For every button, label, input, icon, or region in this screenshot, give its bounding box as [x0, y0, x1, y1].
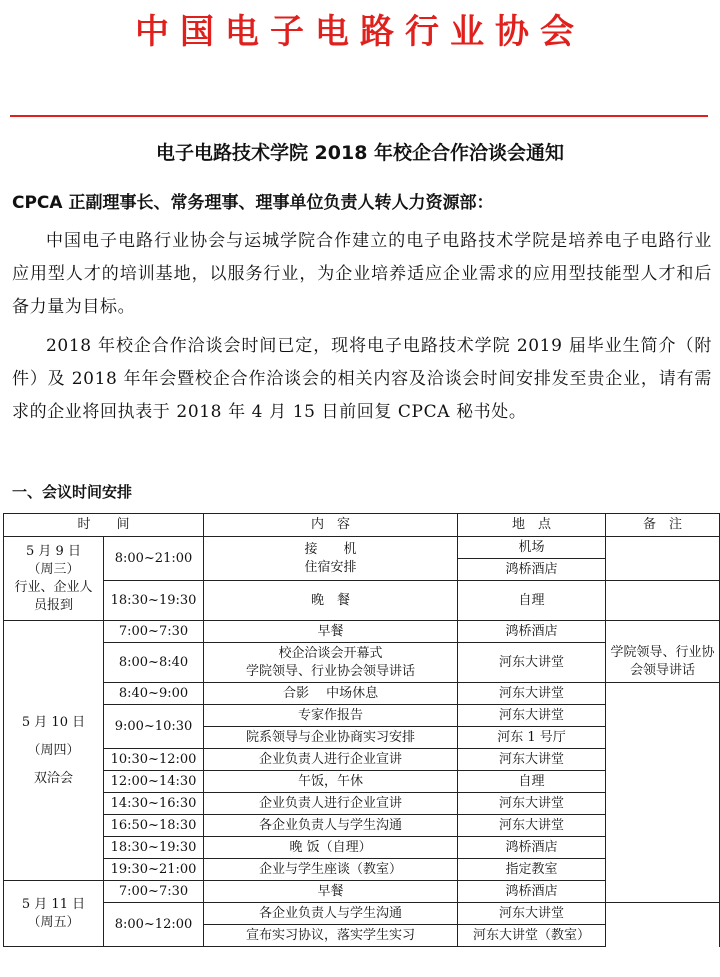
content-cell: 企业与学生座谈（教室） [204, 859, 458, 881]
letterhead-divider [10, 115, 708, 117]
content-cell [204, 643, 458, 683]
notice-title: 电子电路技术学院 2018 年校企合作洽谈会通知 [155, 142, 565, 164]
content-cell: 午饭，午休 [204, 771, 458, 793]
content-cell: 晚 饭（自理） [204, 837, 458, 859]
location-cell: 河东大讲堂 [458, 683, 606, 705]
location-cell: 河东大讲堂 [458, 903, 606, 925]
content-cell: 早餐 [204, 881, 458, 903]
content-line: 住宿安排 [304, 559, 357, 575]
day-date: 5 月 10 日 [21, 714, 86, 730]
day-cell-may11 [4, 881, 104, 947]
location-cell: 鸿桥酒店 [458, 837, 606, 859]
time-cell: 10:30~12:00 [104, 749, 204, 771]
day-date: 5 月 9 日 [26, 543, 81, 559]
location-cell: 自理 [458, 581, 606, 621]
remark-cell: 学院领导、行业协会领导讲话 [606, 621, 720, 683]
location-cell: 河东大讲堂 [458, 815, 606, 837]
location-cell: 河东大讲堂（教室） [458, 925, 606, 947]
schedule-table [3, 513, 720, 947]
time-cell: 9:00~10:30 [104, 705, 204, 749]
content-line: 校企洽谈会开幕式 [278, 645, 383, 661]
table-row [4, 581, 720, 621]
table-row [4, 621, 720, 643]
day-weekday: （周四） [27, 742, 80, 758]
location-cell: 鸿桥酒店 [458, 621, 606, 643]
location-cell: 河东大讲堂 [458, 749, 606, 771]
content-cell: 早餐 [204, 621, 458, 643]
header-remark: 备 注 [606, 514, 720, 537]
day-weekday: （周五） [27, 914, 80, 930]
day-weekday: （周三） [27, 561, 80, 577]
table-header-row [4, 514, 720, 537]
time-cell: 16:50~18:30 [104, 815, 204, 837]
time-cell: 18:30~19:30 [104, 581, 204, 621]
time-cell: 7:00~7:30 [104, 621, 204, 643]
content-cell: 企业负责人进行企业宣讲 [204, 793, 458, 815]
content-cell: 合影 中场休息 [204, 683, 458, 705]
remark-cell [606, 537, 720, 581]
time-cell: 8:40~9:00 [104, 683, 204, 705]
time-cell: 8:00~8:40 [104, 643, 204, 683]
time-cell: 8:00~12:00 [104, 903, 204, 947]
remark-cell [606, 683, 720, 903]
content-cell: 专家作报告 [204, 705, 458, 727]
header-location: 地 点 [458, 514, 606, 537]
day-note: 双洽会 [33, 770, 73, 786]
paragraph-intro: 中国电子电路行业协会与运城学院合作建立的电子电路技术学院是培养电子电路行业应用型人才的培训基地，以服务行业，为企业培养适应企业需求的应用型技能型人才和后备力量为目标。 [12, 231, 712, 317]
time-cell: 18:30~19:30 [104, 837, 204, 859]
location-cell: 河东 1 号厅 [458, 727, 606, 749]
location-cell: 河东大讲堂 [458, 643, 606, 683]
location-cell: 机场 [458, 537, 606, 559]
content-cell: 各企业负责人与学生沟通 [204, 815, 458, 837]
content-cell: 晚 餐 [204, 581, 458, 621]
salutation: CPCA 正副理事长、常务理事、理事单位负责人转人力资源部： [12, 193, 494, 213]
time-cell: 14:30~16:30 [104, 793, 204, 815]
location-cell: 鸿桥酒店 [458, 881, 606, 903]
time-cell: 8:00~21:00 [104, 537, 204, 581]
location-cell: 自理 [458, 771, 606, 793]
day-cell-may10 [4, 621, 104, 881]
header-time: 时 间 [4, 514, 204, 537]
content-cell: 宣布实习协议，落实学生实习 [204, 925, 458, 947]
organization-letterhead: 中国电子电路行业协会 [135, 12, 585, 52]
content-cell: 企业负责人进行企业宣讲 [204, 749, 458, 771]
day-note: 员报到 [33, 597, 73, 613]
content-cell [204, 537, 458, 581]
section-heading-schedule: 一、会议时间安排 [12, 483, 133, 501]
day-note: 行业、企业人 [14, 579, 93, 595]
location-cell: 指定教室 [458, 859, 606, 881]
table-row [4, 903, 720, 925]
header-content: 内 容 [204, 514, 458, 537]
remark-cell [606, 581, 720, 621]
location-cell: 河东大讲堂 [458, 705, 606, 727]
content-line: 学院领导、行业协会领导讲话 [246, 663, 416, 679]
day-cell-may9 [4, 537, 104, 621]
table-row [4, 537, 720, 559]
location-cell: 鸿桥酒店 [458, 559, 606, 581]
time-cell: 19:30~21:00 [104, 859, 204, 881]
time-cell: 7:00~7:30 [104, 881, 204, 903]
content-cell: 各企业负责人与学生沟通 [204, 903, 458, 925]
content-cell: 院系领导与企业协商实习安排 [204, 727, 458, 749]
content-line: 接 机 [304, 541, 357, 557]
time-cell: 12:00~14:30 [104, 771, 204, 793]
day-date: 5 月 11 日 [21, 896, 86, 912]
table-row [4, 683, 720, 705]
paragraph-schedule-notice: 2018 年校企合作洽谈会时间已定，现将电子电路技术学院 2019 届毕业生简介（附件）及 2018 年年会暨校企合作洽谈会的相关内容及洽谈会时间安排发至贵企业，请有需求的企业将回执表于 2018 年 4 月 15 日前回复 CPCA 秘书处。 [12, 336, 712, 422]
location-cell: 河东大讲堂 [458, 793, 606, 815]
